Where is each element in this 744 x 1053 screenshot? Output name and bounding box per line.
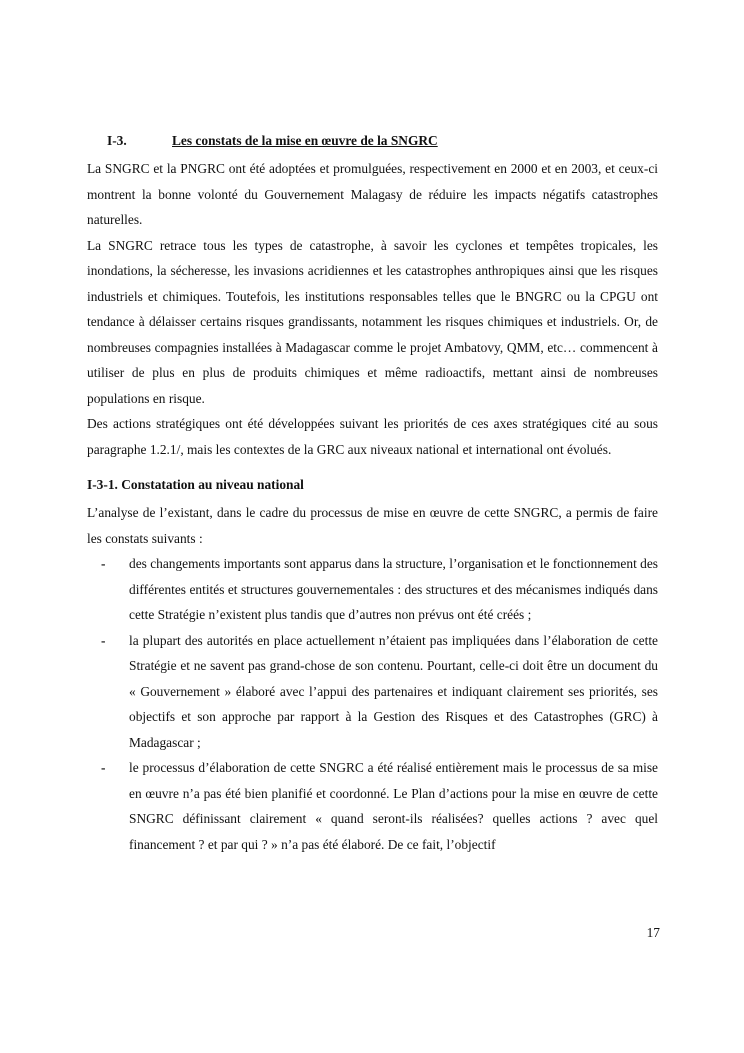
list-item bbox=[87, 628, 658, 756]
list-item bbox=[87, 551, 658, 628]
bullet-marker: - bbox=[101, 760, 106, 775]
bullet-marker: - bbox=[101, 556, 106, 571]
paragraph-strategic-actions: Des actions stratégiques ont été développées suivant les priorités de ces axes stratégiques cité au sous paragraphe 1.2.1/, mais les contextes de la GRC aux niveaux national et international ont évolués. bbox=[87, 416, 658, 457]
list-item-text: le processus d’élaboration de cette SNGRC a été réalisé entièrement mais le processus de sa mise en œuvre n’a pas été bien planifié et coordonné. Le Plan d’actions pour la mise en œuvre de cette SNGRC définissant clairement « quand seront-ils réalisées? quelles actions ? avec quel financement ? et par qui ? » n’a pas été élaboré. De ce fait, l’objectif bbox=[129, 760, 658, 852]
page-content bbox=[87, 128, 658, 857]
section-title: Les constats de la mise en œuvre de la SNGRC bbox=[172, 133, 438, 148]
section-number: I-3. bbox=[107, 133, 127, 148]
findings-list bbox=[87, 551, 658, 857]
paragraph-risk-types: La SNGRC retrace tous les types de catastrophe, à savoir les cyclones et tempêtes tropicales, les inondations, la sécheresse, les invasions acridiennes et les catastrophes anthropiques ainsi que les risques industriels et chimiques. Toutefois, les institutions responsables telles que le BNGRC ou la CPGU ont tendance à délaisser certains risques grandissants, notamment les risques chimiques et industriels. Or, de nombreuses compagnies installées à Madagascar comme le projet Ambatovy, QMM, etc… commencent à utiliser de plus en plus de produits chimiques et même radioactifs, mettant ainsi de nombreuses populations en risque. bbox=[87, 237, 658, 406]
page-number: 17 bbox=[646, 925, 660, 940]
bullet-marker: - bbox=[101, 632, 106, 648]
list-item bbox=[87, 755, 658, 857]
paragraph-adoption: La SNGRC et la PNGRC ont été adoptées et promulguées, respectivement en 2000 et en 2003, et ceux-ci montrent la bonne volonté du Gouvernement Malagasy de réduire les impacts négatifs catastrophes naturelles. bbox=[87, 161, 658, 227]
subsection-title: I-3-1. Constatation au niveau national bbox=[87, 477, 304, 492]
section-heading bbox=[87, 128, 658, 154]
list-item-text: des changements importants sont apparus dans la structure, l’organisation et le fonctionnement des différentes entités et structures gouvernementales : des structures et des mécanismes indiqués dans cette Stratégie n’existent plus tandis que d’autres non prévus ont été créés ; bbox=[129, 556, 658, 622]
subsection-intro: L’analyse de l’existant, dans le cadre du processus de mise en œuvre de cette SNGRC, a permis de faire les constats suivants : bbox=[87, 505, 658, 546]
list-item-text: la plupart des autorités en place actuellement n’étaient pas impliquées dans l’élaboration de cette Stratégie et ne savent pas grand-chose de son contenu. Pourtant, celle-ci doit être un document du « Gouvernement » élaboré avec l’appui des partenaires et indiquant clairement ses priorités, ses objectifs et son approche par rapport à la Gestion des Risques et des Catastrophes (GRC) à Madagascar ; bbox=[129, 632, 658, 750]
